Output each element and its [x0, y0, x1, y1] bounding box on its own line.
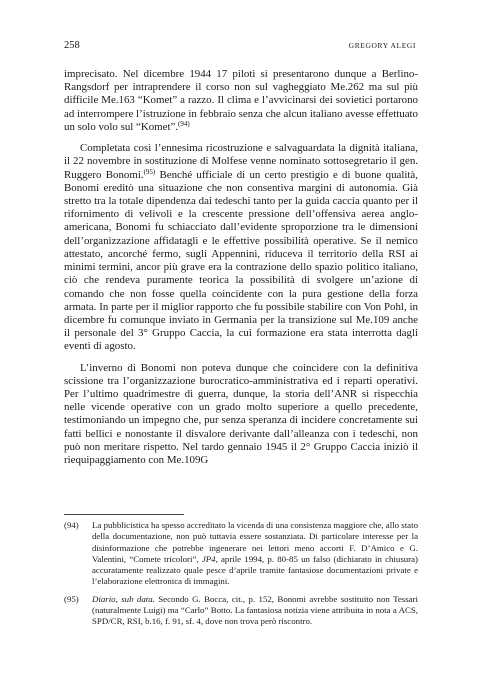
- footnote-text-b: . Secondo G. Bocca, cit., p. 152, Bonomi avrebbe sostituito non Tessari (naturalmente Luigi) ma “Carlo” Botto. La fantasiosa notizia viene attribuita in nota a ACS, SPD/CR, RSI, b.16, f. 91, sf. 4, dove non trova però riscontro.: [92, 593, 418, 627]
- page-number: 258: [64, 40, 80, 51]
- paragraph-3-text: L’inverno di Bonomi non poteva dunque che coincidere con la definitiva scissione tra l’organizzazione burocratico-amministrativa ed i reparti operativi. Per l’ultimo quadrimestre di guerra, dunque, la storia dell’ANR si rispecchia nelle vicende operative con un grado molto superiore a quello precedente, testimoniando un impegno che, pur senza speranza di incidere concretamente sui fatti bellici e nonostante il disvalore derivante dall’alleanza con i tedeschi, non può non meritare rispetto. Nel tardo gennaio 1945 il 2° Gruppo Caccia iniziò il riequipaggiamento con Me.109G: [64, 361, 418, 467]
- footnote-95: [64, 594, 418, 628]
- paragraph-2-text-a: Completata così l’ennesima ricostruzione e salvaguardata la dignità italiana, il 22 novembre in sostituzione di Molfese venne nominato sottosegretario il gen. Ruggero Bonomi.: [64, 142, 418, 181]
- paragraph-3: [64, 362, 418, 468]
- running-head-author: GREGORY ALEGI: [348, 41, 416, 50]
- footnote-italic: JP4: [201, 553, 216, 564]
- footnote-text-a: La pubblicistica ha spesso accreditato la vicenda di una consistenza maggiore che, allo stato della documentazione, non può tuttavia essere sostanziata. Di particolare interesse per la disinformazione che potrebbe ingenerare nei lettori meno accorti F. D’Amico e G. Valentini, “Comete tricolori”,: [92, 520, 418, 564]
- paragraph-1-text: imprecisato. Nel dicembre 1944 17 piloti si presentarono dunque a Berlino-Rangsdorf per intraprendere il corso non sul vagheggiato Me.262 ma sul più difficile Me.163 “Komet” a razzo. Il clima e l’avvicinarsi dei sovietici portarono ad interrompere l’istruzione in febbraio senza che alcun italiano avesse effettuato un solo volo sul “Komet”.: [64, 68, 418, 133]
- footnote-italic: Diario, sub data: [92, 593, 153, 604]
- footnote-94: [64, 520, 418, 588]
- footnote-number: (95): [64, 593, 79, 604]
- paragraph-2-text-b: Benché ufficiale di un certo prestigio e di buone qualità, Bonomi ereditò una situazione che non consentiva margini di autonomia. Già stretto tra la totale dipendenza dai tedeschi tanto per la guida caccia quanto per il rifornimento di velivoli e la crescente pressione dell’offensiva aerea anglo-americana, Bonomi fu schiacciato dall’evidente sproporzione tra le dimensioni dell’organizzazione affidatagli e le effettive possibilità operative. Se il nemico attestato, ancorché fermo, sugli Appennini, riduceva il territorio della RSI ai minimi termini, ancor più grave era la contrazione dello spazio politico italiano, ciò che rendeva puramente teorica la possibilità di svolgere un’azione di comando che non fosse quella coincidente con la pura gestione della forza armata. In parte per il miglior rapporto che fu possibile stabilire con Von Pohl, in dicembre fu comunque inviato in Germania per la transizione sul Me.109 anche il personale del 3° Gruppo Caccia, la cui formazione era stata interrotta dagli eventi di agosto.: [64, 168, 418, 353]
- page-header: [64, 40, 416, 54]
- footnote-ref-94: (94): [178, 119, 190, 128]
- main-text: [64, 68, 418, 467]
- footnote-text-b: , aprile 1994, p. 80-85 un falso (dichiarato in chiusura) accuratamente realizzato quale pesce d’aprile tramite fantasiose documentazioni private e l’elaborazione elettronica di immagini.: [92, 553, 418, 587]
- paragraph-1: [64, 68, 418, 134]
- footnote-ref-95: (95): [143, 167, 156, 176]
- footnote-number: (94): [64, 520, 79, 530]
- footnote-separator: [64, 514, 184, 515]
- paragraph-2: [64, 142, 418, 354]
- footnotes: [64, 520, 418, 634]
